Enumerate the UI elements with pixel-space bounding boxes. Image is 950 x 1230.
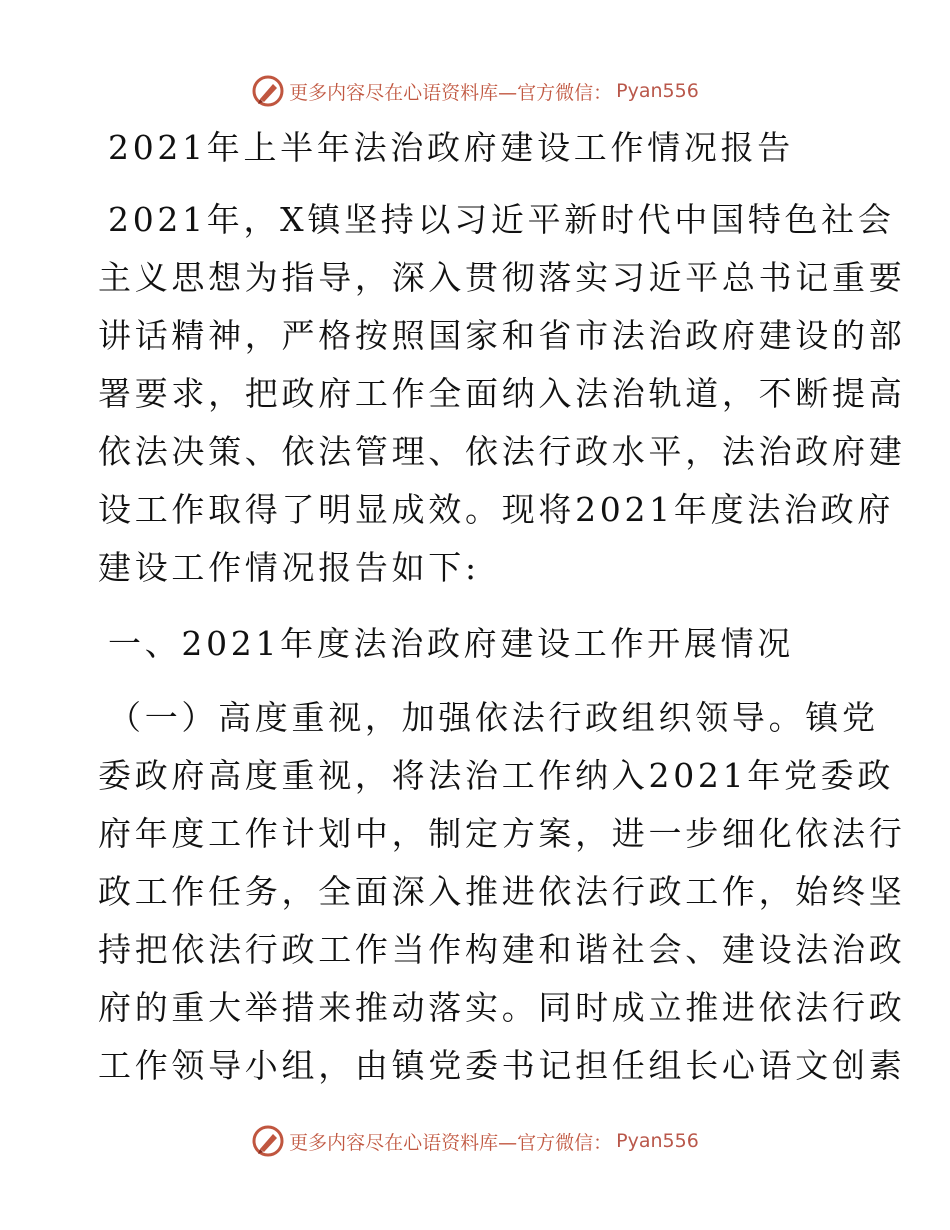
section1-line-2: 委政府高度重视，将法治工作纳入2021年党委政	[98, 756, 895, 795]
watermark-wechat-id: Pyan556	[616, 80, 699, 102]
watermark-text: 更多内容尽在心语资料库—官方微信：	[289, 81, 613, 104]
watermark-header	[0, 74, 950, 108]
intro-line-6: 设工作取得了明显成效。现将2021年度法治政府	[98, 490, 895, 529]
intro-line-1: 2021年，X镇坚持以习近平新时代中国特色社会	[108, 200, 895, 239]
section1-line-5: 持把依法行政工作当作构建和谐社会、建设法治政	[98, 930, 906, 969]
intro-line-4: 署要求，把政府工作全面纳入法治轨道，不断提高	[98, 374, 906, 413]
section1-line-3: 府年度工作计划中，制定方案，进一步细化依法行	[98, 814, 906, 853]
watermark-wechat-id: Pyan556	[616, 1130, 699, 1152]
intro-line-5: 依法决策、依法管理、依法行政水平，法治政府建	[98, 432, 906, 471]
section1-line-6: 府的重大举措来推动落实。同时成立推进依法行政	[98, 988, 906, 1027]
intro-line-2: 主义思想为指导，深入贯彻落实习近平总书记重要	[98, 258, 906, 297]
watermark-text: 更多内容尽在心语资料库—官方微信：	[289, 1131, 613, 1154]
pen-logo-icon	[251, 74, 285, 108]
intro-line-7: 建设工作情况报告如下:	[98, 548, 480, 587]
section-heading: 一、2021年度法治政府建设工作开展情况	[108, 624, 794, 663]
document-title: 2021年上半年法治政府建设工作情况报告	[108, 128, 794, 167]
watermark-footer	[0, 1124, 950, 1158]
intro-line-3: 讲话精神，严格按照国家和省市法治政府建设的部	[98, 316, 906, 355]
section1-line-1: （一）高度重视，加强依法行政组织领导。镇党	[108, 698, 879, 737]
pen-logo-icon	[251, 1124, 285, 1158]
section1-line-4: 政工作任务，全面深入推进依法行政工作，始终坚	[98, 872, 906, 911]
section1-line-7: 工作领导小组，由镇党委书记担任组长心语文创素	[98, 1046, 906, 1085]
